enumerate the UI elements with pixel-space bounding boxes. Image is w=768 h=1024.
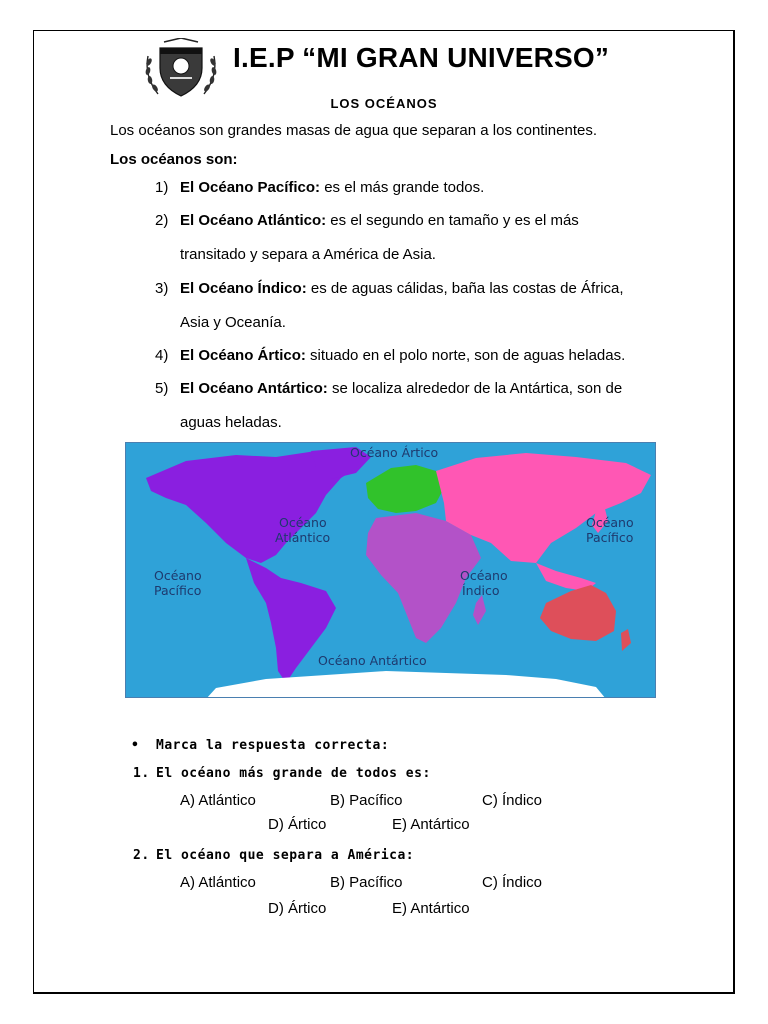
question-text: El océano que separa a América:: [156, 848, 415, 863]
label-pacific-west-2: Pacífico: [154, 583, 202, 598]
label-pacific-east-2: Pacífico: [586, 530, 634, 545]
ocean-name: El Océano Ártico:: [180, 347, 306, 364]
ocean-description-cont: Asia y Oceanía.: [180, 314, 286, 331]
ocean-description: es el segundo en tamaño y es el más: [326, 212, 579, 229]
school-title: I.E.P “MI GRAN UNIVERSO”: [233, 42, 610, 73]
school-crest-logo: [140, 38, 222, 104]
ocean-description-cont: transitado y separa a América de Asia.: [180, 246, 436, 263]
ocean-name: El Océano Pacífico:: [180, 179, 321, 196]
label-atlantic-ocean-2: Atlántico: [275, 530, 331, 545]
option-c[interactable]: C) Índico: [482, 792, 543, 809]
ocean-description: es el más grande todos.: [320, 179, 485, 196]
list-item: [180, 212, 579, 229]
option-a[interactable]: A) Atlántico: [180, 792, 256, 809]
list-item-number: 5): [155, 380, 169, 397]
list-item: [180, 380, 622, 397]
list-item: [180, 280, 624, 297]
list-item-number: 3): [155, 280, 169, 297]
option-c[interactable]: C) Índico: [482, 874, 543, 891]
ocean-name: El Océano Índico:: [180, 280, 307, 297]
intro-text: Los océanos son grandes masas de agua que separan a los continentes.: [110, 122, 598, 139]
option-e[interactable]: E) Antártico: [392, 816, 470, 833]
bullet: •: [131, 738, 140, 753]
option-b[interactable]: B) Pacífico: [330, 874, 403, 891]
list-item: [180, 179, 484, 196]
label-indian-ocean-1: Océano: [460, 568, 508, 583]
ocean-description-cont: aguas heladas.: [180, 414, 282, 431]
label-pacific-east-1: Océano: [586, 515, 634, 530]
label-pacific-west-1: Océano: [154, 568, 202, 583]
world-map: [125, 442, 656, 698]
label-atlantic-ocean-1: Océano: [279, 515, 327, 530]
ocean-description: situado en el polo norte, son de aguas heladas.: [305, 347, 626, 364]
list-item: [180, 347, 625, 364]
label-antarctic-ocean: Océano Antártico: [318, 653, 427, 668]
list-heading: Los océanos son:: [110, 151, 238, 168]
option-b[interactable]: B) Pacífico: [330, 792, 403, 809]
instruction-text: Marca la respuesta correcta:: [156, 738, 390, 753]
option-a[interactable]: A) Atlántico: [180, 874, 256, 891]
question-number: 2.: [133, 848, 150, 863]
ocean-description: es de aguas cálidas, baña las costas de África,: [306, 280, 624, 297]
section-title: LOS OCÉANOS: [330, 96, 438, 111]
list-item-number: 1): [155, 179, 169, 196]
ocean-name: El Océano Antártico:: [180, 380, 328, 397]
option-e[interactable]: E) Antártico: [392, 900, 470, 917]
ocean-name: El Océano Atlántico:: [180, 212, 327, 229]
label-indian-ocean-2: Índico: [462, 583, 500, 598]
label-arctic-ocean: Océano Ártico: [350, 445, 439, 460]
list-item-number: 4): [155, 347, 169, 364]
option-d[interactable]: D) Ártico: [268, 900, 327, 917]
world-map-image: [126, 443, 656, 698]
list-item-number: 2): [155, 212, 169, 229]
question-number: 1.: [133, 766, 150, 781]
option-d[interactable]: D) Ártico: [268, 816, 327, 833]
question-text: El océano más grande de todos es:: [156, 766, 431, 781]
ocean-description: se localiza alrededor de la Antártica, son de: [327, 380, 623, 397]
